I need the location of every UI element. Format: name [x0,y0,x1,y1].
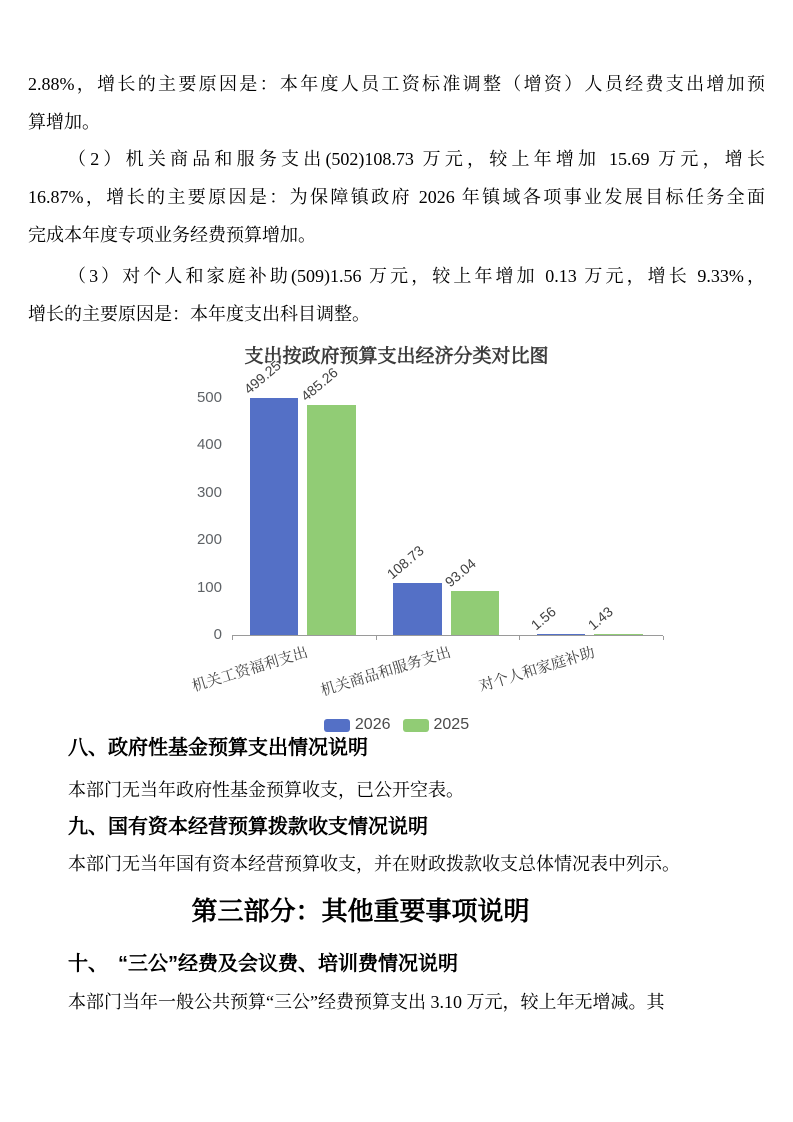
legend-label: 2025 [433,716,470,733]
part3-heading: 第三部分：其他重要事项说明 [191,897,530,926]
section-heading-9: 九、国有资本经营预算拨款收支情况说明 [68,816,428,838]
y-axis-tick-label: 300 [196,483,222,501]
bar-2025 [594,634,643,636]
paragraph-line: 算增加。 [28,112,100,132]
section-body-9: 本部门无当年国有资本经营预算收支，并在财政拨款收支总体情况表中列示。 [68,854,680,874]
bar-value-label: 108.73 [383,542,427,583]
section-body-10: 本部门当年一般公共预算“三公”经费预算支出 3.10 万元，较上年无增减。其 [68,992,665,1012]
y-axis-tick-label: 0 [213,626,222,643]
bar-2026 [537,634,586,636]
paragraph-line: （2）机关商品和服务支出(502)108.73 万元，较上年增加 15.69 万元，增长 [68,149,765,169]
y-axis-tick-label: 200 [196,531,222,549]
bar-value-label: 93.04 [441,555,479,590]
chart-legend [0,716,793,734]
section-body-8: 本部门无当年政府性基金预算收支，已公开空表。 [68,780,464,800]
chart-title: 支出按政府预算支出经济分类对比图 [244,346,549,367]
y-axis-tick-label: 500 [196,388,222,406]
bar-2026 [393,583,442,635]
bar-2026 [250,398,299,635]
legend-swatch [324,719,350,732]
category-label: 对个人和家庭补助 [477,643,598,696]
legend-item [403,716,470,734]
x-axis-tick [232,636,233,640]
x-axis-tick [663,636,664,640]
y-axis-tick-label: 400 [196,436,222,454]
paragraph-2 [28,140,765,254]
paragraph-line: 16.87%，增长的主要原因是：为保障镇政府 2026 年镇域各项事业发展目标任务全面 [28,187,765,207]
x-axis-line [232,635,663,636]
category-label: 机关工资福利支出 [189,643,310,696]
paragraph-line: 2.88%，增长的主要原因是：本年度人员工资标准调整（增资）人员经费支出增加预 [28,74,765,94]
paragraph-line: 增长的主要原因是：本年度支出科目调整。 [28,304,370,324]
paragraph-line: （3）对个人和家庭补助(509)1.56 万元，较上年增加 0.13 万元，增长 9.33%， [68,266,765,286]
bar-value-label: 1.43 [585,602,617,633]
legend-label: 2026 [354,716,391,733]
bar-value-label: 499.25 [240,357,284,398]
x-axis-tick [519,636,520,640]
section-heading-8: 八、政府性基金预算支出情况说明 [68,737,368,759]
paragraph-3 [28,257,765,333]
legend-item [324,716,391,734]
bar-chart [0,333,793,735]
bar-value-label: 1.56 [527,602,559,633]
y-axis-tick-label: 100 [196,578,222,596]
section-heading-10: 十、 “三公”经费及会议费、培训费情况说明 [68,953,458,975]
legend-swatch [403,719,429,732]
intro-paragraph [28,65,765,141]
category-label: 机关商品和服务支出 [319,643,454,700]
paragraph-line: 完成本年度专项业务经费预算增加。 [28,225,316,245]
bar-2025 [307,405,356,635]
x-axis-tick [376,636,377,640]
bar-2025 [451,591,500,635]
bar-value-label: 485.26 [297,363,341,404]
